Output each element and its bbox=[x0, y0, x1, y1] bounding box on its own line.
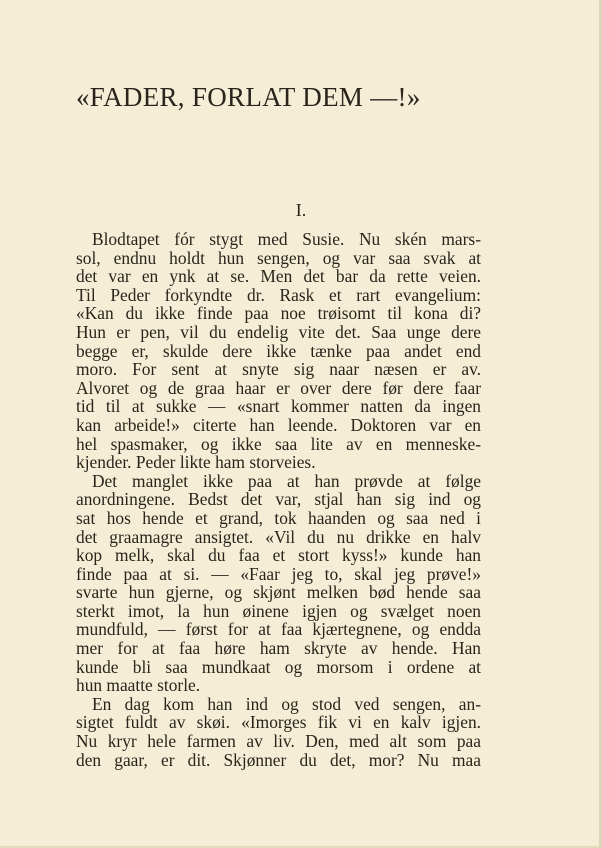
text-line: tid til at sukke — «snart kommer natten da ingen bbox=[76, 396, 481, 417]
paragraph bbox=[76, 230, 481, 472]
text-line: «Kan du ikke finde paa noe trøisomt til kona di? bbox=[76, 303, 481, 324]
section-number: I. bbox=[295, 200, 307, 220]
paragraph bbox=[76, 695, 481, 769]
text-line: En dag kom han ind og stod ved sengen, an- bbox=[92, 693, 481, 714]
text-line: svarte hun gjerne, og skjønt melken bød hende saa bbox=[76, 582, 481, 603]
text-line: kan arbeide!» citerte han leende. Doktoren var en bbox=[76, 414, 481, 435]
chapter-title: «FADER, FORLAT DEM —!» bbox=[76, 82, 421, 112]
text-line: Hun er pen, vil du endelig vite det. Saa unge dere bbox=[76, 321, 481, 342]
text-line: kjender. Peder likte ham storveies. bbox=[76, 452, 316, 473]
text-line: kop melk, skal du faa et stort kyss!» kunde han bbox=[76, 545, 481, 566]
text-line: mer for at faa høre ham skryte av hende. Han bbox=[76, 638, 481, 659]
text-line: finde paa at si. — «Faar jeg to, skal jeg prøve!» bbox=[76, 563, 481, 584]
text-line: moro. For sent at snyte sig naar næsen er av. bbox=[76, 359, 481, 380]
text-line: begge er, skulde dere ikke tænke paa andet end bbox=[76, 340, 481, 361]
text-line: hel spasmaker, og ikke saa lite av en menneske- bbox=[76, 433, 481, 454]
paragraph bbox=[76, 472, 481, 695]
text-line: Blodtapet fór stygt med Susie. Nu skén mars- bbox=[92, 229, 481, 249]
text-line: kunde bli saa mundkaat og morsom i ordene at bbox=[76, 656, 481, 677]
text-line: sol, endnu holdt hun sengen, og var saa svak at bbox=[76, 247, 481, 268]
text-line: Det manglet ikke paa at han prøvde at følge bbox=[92, 470, 481, 491]
text-line: Alvoret og de graa haar er over dere før dere faar bbox=[76, 377, 481, 398]
text-line: sigtet fuldt av skøi. «Imorges fik vi en kalv igjen. bbox=[76, 712, 481, 733]
body-text bbox=[76, 230, 481, 769]
text-line: det graamagre ansigtet. «Vil du nu drikke en halv bbox=[76, 526, 481, 547]
text-line: anordningene. Bedst det var, stjal han sig ind og bbox=[76, 489, 481, 510]
text-line: mundfuld, — først for at faa kjærtegnene, og endda bbox=[76, 619, 481, 640]
text-line: sat hos hende et grand, tok haanden og saa ned i bbox=[76, 507, 481, 528]
text-line: det var en ynk at se. Men det bar da rette veien. bbox=[76, 266, 481, 287]
text-line: sterkt imot, la hun øinene igjen og svælget noen bbox=[76, 600, 481, 621]
text-line: den gaar, er dit. Skjønner du det, mor? Nu maa bbox=[76, 749, 481, 770]
text-line: hun maatte storle. bbox=[76, 675, 201, 696]
text-line: Til Peder forkyndte dr. Rask et rart evangelium: bbox=[76, 284, 481, 305]
text-line: Nu kryr hele farmen av liv. Den, med alt som paa bbox=[76, 731, 481, 752]
